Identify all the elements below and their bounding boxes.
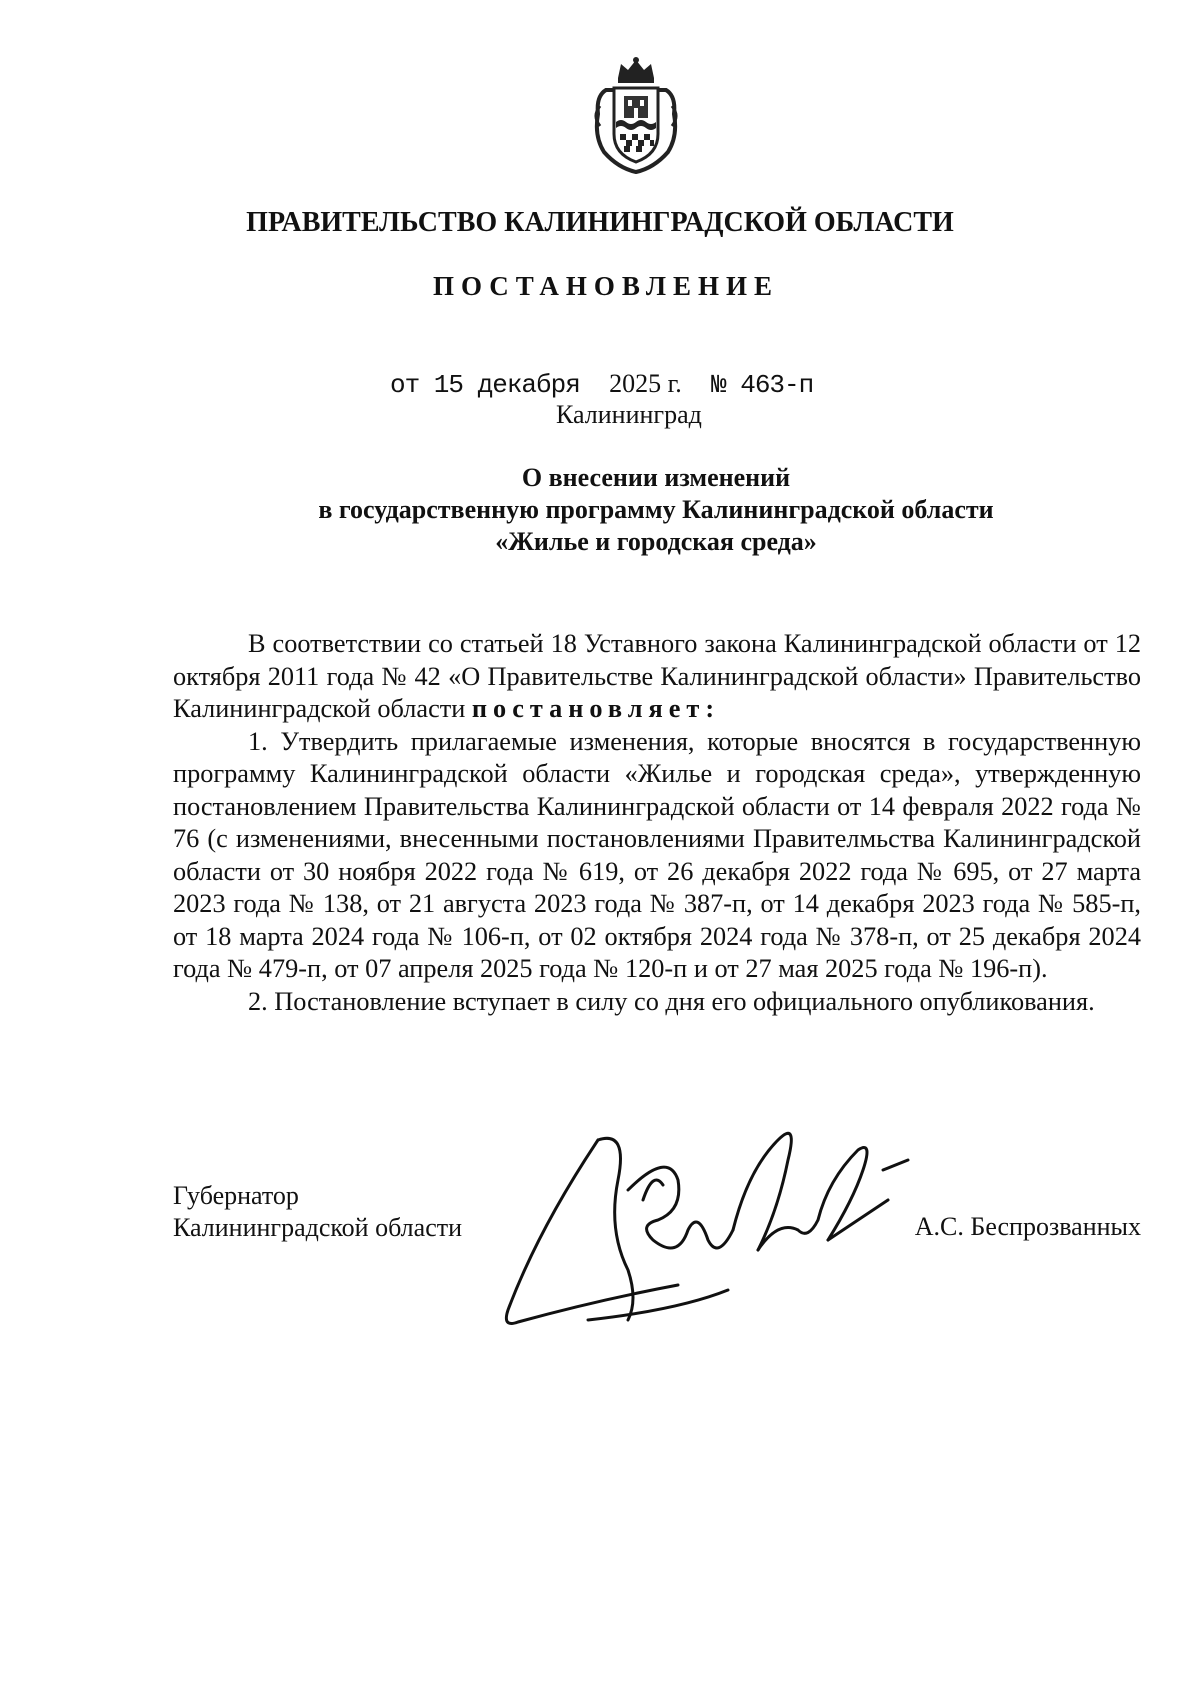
organization-heading: ПРАВИТЕЛЬСТВО КАЛИНИНГРАДСКОЙ ОБЛАСТИ	[246, 207, 954, 238]
signatory-name: А.С. Беспрозванных	[914, 1212, 1141, 1241]
intro-text: В соответствии со статьей 18 Уставного закона Калининградской области от 12 октября 2011 года № 42 «О Правительстве Калининградской области» Правительство Калининградской области	[173, 629, 1141, 723]
title-line-3: «Жилье и городская среда»	[495, 527, 817, 556]
title-line-1: О внесении изменений	[521, 463, 791, 492]
handwritten-signature-icon	[478, 1110, 918, 1360]
coat-of-arms-icon	[588, 56, 684, 174]
document-title	[0, 462, 1200, 558]
document-number: № 463-п	[711, 370, 814, 400]
position-line-1: Губернатор	[173, 1181, 299, 1210]
intro-paragraph	[173, 628, 1141, 726]
document-type-heading: ПОСТАНОВЛЕНИЕ	[432, 271, 780, 301]
position-line-2: Калининградской области	[173, 1213, 463, 1242]
document-year: 2025 г.	[609, 369, 682, 398]
signature-block	[173, 1180, 1141, 1320]
title-line-2: в государственную программу Калининградской области	[318, 495, 994, 524]
item-2-paragraph: 2. Постановление вступает в силу со дня его официального опубликования.	[248, 986, 1095, 1016]
item-1-paragraph: 1. Утвердить прилагаемые изменения, которые вносятся в государственную программу Калининградской области «Жилье и городская среда», утвержденную постановлением Правительства Калининградской области от 14 февраля 2022 года № 76 (с изменениями, внесенными постановлениями Правителмьства Калининградской области от 30 ноября 2022 года № 619, от 26 декабря 2022 года № 695, от 27 марта 2023 года № 138, от 21 августа 2023 года № 387-п, от 14 декабря 2023 года № 585-п, от 18 марта 2024 года № 106-п, от 02 октября 2024 года № 378-п, от 25 декабря 2024 года № 479-п, от 07 апреля 2025 года № 120-п и от 27 мая 2025 года № 196-п).	[173, 726, 1141, 983]
document-city: Калининград	[556, 400, 702, 429]
document-date-number	[390, 369, 813, 400]
document-date: от 15 декабря	[390, 370, 580, 400]
document-body	[173, 628, 1141, 1018]
decree-word: постановляет:	[471, 694, 721, 723]
signatory-position	[173, 1180, 462, 1244]
